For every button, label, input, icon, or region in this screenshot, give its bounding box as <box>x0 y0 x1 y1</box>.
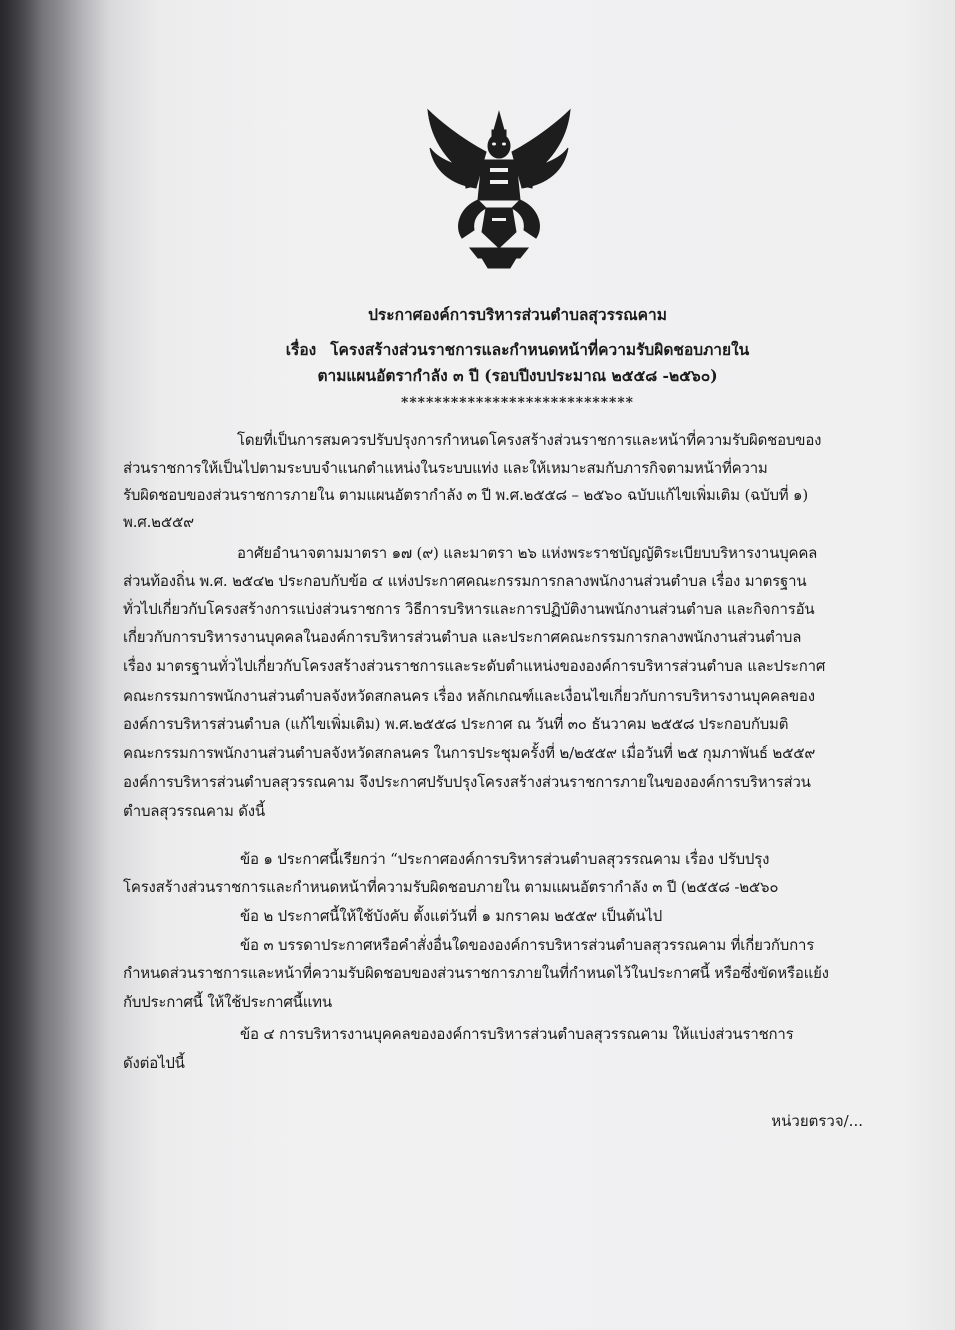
body-line: คณะกรรมการพนักงานส่วนตำบลจังหวัดสกลนคร เรื่อง หลักเกณฑ์และเงื่อนไขเกี่ยวกับการบริหารงานบุคคลของ <box>123 687 815 705</box>
topic-line-2: ตามแผนอัตรากำลัง ๓ ปี (รอบปีงบประมาณ ๒๕๕๘ -๒๕๖๐) <box>317 366 718 385</box>
clause-4-line: ดังต่อไปนี้ <box>123 1054 185 1072</box>
clause-1-line: ข้อ ๑ ประกาศนี้เรียกว่า “ประกาศองค์การบริหารส่วนตำบลสุวรรณคาม เรื่อง ปรับปรุง <box>240 850 770 868</box>
document-topic <box>40 340 955 360</box>
body-line: รับผิดชอบของส่วนราชการภายใน ตามแผนอัตรากำลัง ๓ ปี พ.ศ.๒๕๕๘ – ๒๕๖๐ ฉบับแก้ไขเพิ่มเติม (ฉบับที่ ๑) <box>123 486 809 504</box>
garuda-emblem-icon <box>420 108 578 270</box>
clause-3-line: กับประกาศนี้ ให้ใช้ประกาศนี้แทน <box>123 993 332 1011</box>
body-line: พ.ศ.๒๕๕๙ <box>123 513 194 531</box>
clause-1-line: โครงสร้างส่วนราชการและกำหนดหน้าที่ความรับผิดชอบภายใน ตามแผนอัตรากำลัง ๓ ปี (๒๕๕๘ -๒๕๖๐ <box>123 878 779 896</box>
clause-3-line: ข้อ ๓ บรรดาประกาศหรือคำสั่งอื่นใดขององค์การบริหารส่วนตำบลสุวรรณคาม ที่เกี่ยวกับการ <box>240 936 815 954</box>
body-line: องค์การบริหารส่วนตำบลสุวรรณคาม จึงประกาศปรับปรุงโครงสร้างส่วนราชการภายในขององค์การบริหารส่วน <box>123 773 811 791</box>
clause-3-line: กำหนดส่วนราชการและหน้าที่ความรับผิดชอบของส่วนราชการภายในที่กำหนดไว้ในประกาศนี้ หรือซึ่งขัดหรือแย้ง <box>123 964 829 982</box>
document-title: ประกาศองค์การบริหารส่วนตำบลสุวรรณคาม <box>368 305 667 324</box>
body-line: อาศัยอำนาจตามมาตรา ๑๗ (๙) และมาตรา ๒๖ แห่งพระราชบัญญัติระเบียบบริหารงานบุคคล <box>237 544 818 562</box>
body-line: คณะกรรมการพนักงานส่วนตำบลจังหวัดสกลนคร ในการประชุมครั้งที่ ๒/๒๕๕๙ เมื่อวันที่ ๒๕ กุมภาพันธ์ ๒๕๕๙ <box>123 744 816 762</box>
scan-shadow <box>0 0 42 1330</box>
body-line: ทั่วไปเกี่ยวกับโครงสร้างการแบ่งส่วนราชการ วิธีการบริหารและการปฏิบัติงานพนักงานส่วนตำบล และกิจการอัน <box>123 600 815 618</box>
body-line: องค์การบริหารส่วนตำบล (แก้ไขเพิ่มเติม) พ.ศ.๒๕๕๘ ประกาศ ณ วันที่ ๓๐ ธันวาคม ๒๕๕๘ ประกอบกับมติ <box>123 715 789 733</box>
body-line: โดยที่เป็นการสมควรปรับปรุงการกำหนดโครงสร้างส่วนราชการและหน้าที่ความรับผิดชอบของ <box>237 431 822 449</box>
body-line: ตำบลสุวรรณคาม ดังนี้ <box>123 802 265 820</box>
continuation-note: หน่วยตรวจ/... <box>771 1112 863 1130</box>
clause-2-line: ข้อ ๒ ประกาศนี้ให้ใช้บังคับ ตั้งแต่วันที่ ๑ มกราคม ๒๕๕๙ เป็นต้นไป <box>240 907 663 925</box>
clause-4-line: ข้อ ๔ การบริหารงานบุคคลขององค์การบริหารส่วนตำบลสุวรรณคาม ให้แบ่งส่วนราชการ <box>240 1025 794 1043</box>
topic-text: โครงสร้างส่วนราชการและกำหนดหน้าที่ความรับผิดชอบภายใน <box>330 340 750 359</box>
body-line: ส่วนท้องถิ่น พ.ศ. ๒๕๔๒ ประกอบกับข้อ ๔ แห่งประกาศคณะกรรมการกลางพนักงานส่วนตำบล เรื่อง มาตรฐาน <box>123 572 807 590</box>
body-line: เกี่ยวกับการบริหารงานบุคคลในองค์การบริหารส่วนตำบล และประกาศคณะกรรมการกลางพนักงานส่วนตำบล <box>123 628 802 646</box>
body-line: ส่วนราชการให้เป็นไปตามระบบจำแนกตำแหน่งในระบบแท่ง และให้เหมาะสมกับภารกิจตามหน้าที่ความ <box>123 459 768 477</box>
body-line: เรื่อง มาตรฐานทั่วไปเกี่ยวกับโครงสร้างส่วนราชการและระดับตำแหน่งขององค์การบริหารส่วนตำบล และประกาศ <box>123 657 826 675</box>
topic-label: เรื่อง <box>285 340 317 359</box>
separator-line: **************************** <box>401 395 634 411</box>
